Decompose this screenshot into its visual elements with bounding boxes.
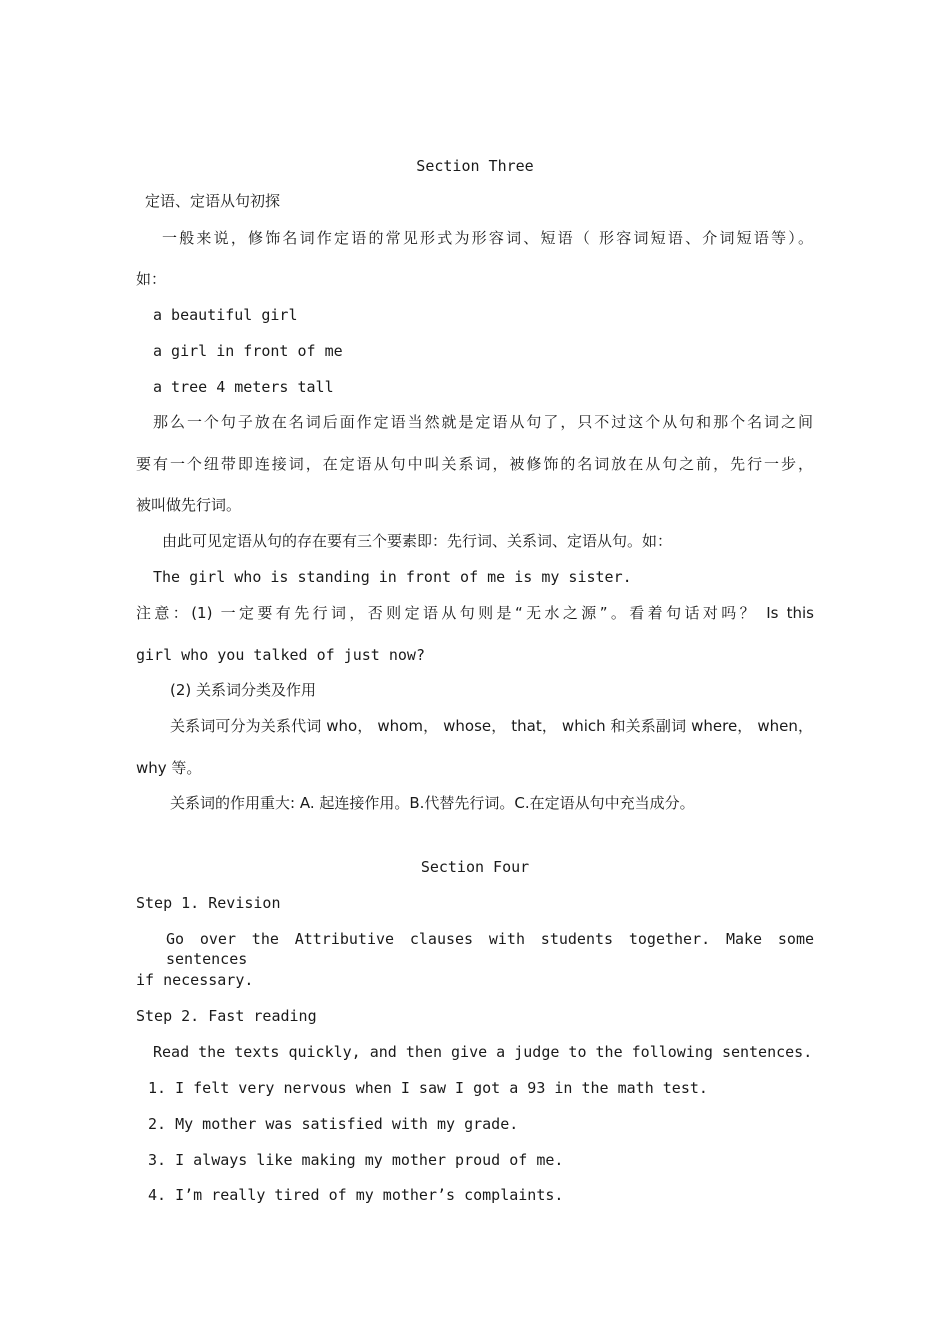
list-item-2 [148,1114,518,1134]
section-three-title: Section Three [416,157,534,175]
note-line-2: girl who you talked of just now? [136,646,425,664]
relative-words-line-1: 关系词可分为关系代词 who， whom， whose， that， which 和关系副词 where， when， [170,717,813,735]
list-item-text: My mother was satisfied with my grade. [175,1115,519,1133]
relative-words-line-3: 关系词的作用重大: A. 起连接作用。B.代替先行词。C.在定语从句中充当成分。 [170,794,695,812]
step-1-heading: Step 1. Revision [136,894,281,912]
example-phrase-1: a beautiful girl [153,306,298,324]
step-2-heading: Step 2. Fast reading [136,1007,317,1025]
three-elements-line: 由此可见定语从句的存在要有三个要素即：先行词、关系词、定语从句。如： [162,532,673,550]
intro-line-2: 如： [136,270,167,288]
paragraph-line-2: 要有一个纽带即连接词，在定语从句中叫关系词，被修饰的名词放在从句之前，先行一步， [136,455,813,473]
list-item-1 [148,1078,708,1098]
list-item-number: 4. [148,1186,167,1204]
list-item-4 [148,1185,563,1205]
intro-line-1: 一般来说，修饰名词作定语的常见形式为形容词、短语（ 形容词短语、介词短语等）。 [162,229,813,247]
paragraph-line-1: 那么一个句子放在名词后面作定语当然就是定语从句了，只不过这个从句和那个名词之间 [153,413,813,431]
example-phrase-2: a girl in front of me [153,342,343,360]
section-three-subtitle: 定语、定语从句初探 [145,192,281,210]
example-sentence: The girl who is standing in front of me is my sister. [153,568,632,586]
list-item-number: 1. [148,1079,167,1097]
list-item-text: I always like making my mother proud of me. [175,1151,564,1169]
list-item-text: I’m really tired of my mother’s complaints. [175,1186,564,1204]
step-1-text-line-1: Go over the Attributive clauses with students together. Make some sentences [166,930,814,968]
example-phrase-3: a tree 4 meters tall [153,378,334,396]
section-four-title: Section Four [420,858,530,876]
list-item-number: 2. [148,1115,167,1133]
list-item-3 [148,1150,563,1170]
list-item-text: I felt very nervous when I saw I got a 93 in the math test. [175,1079,708,1097]
note-line-1: 注意：(1) 一定要有先行词，否则定语从句则是“无水之源”。看着句话对吗？ Is this [136,604,814,622]
paragraph-line-3: 被叫做先行词。 [136,496,242,514]
list-item-number: 3. [148,1151,167,1169]
note-line-3: (2) 关系词分类及作用 [170,681,317,699]
step-2-text: Read the texts quickly, and then give a judge to the following sentences. [153,1043,813,1061]
relative-words-line-2: why 等。 [136,759,202,777]
step-1-text-line-2: if necessary. [136,971,254,989]
